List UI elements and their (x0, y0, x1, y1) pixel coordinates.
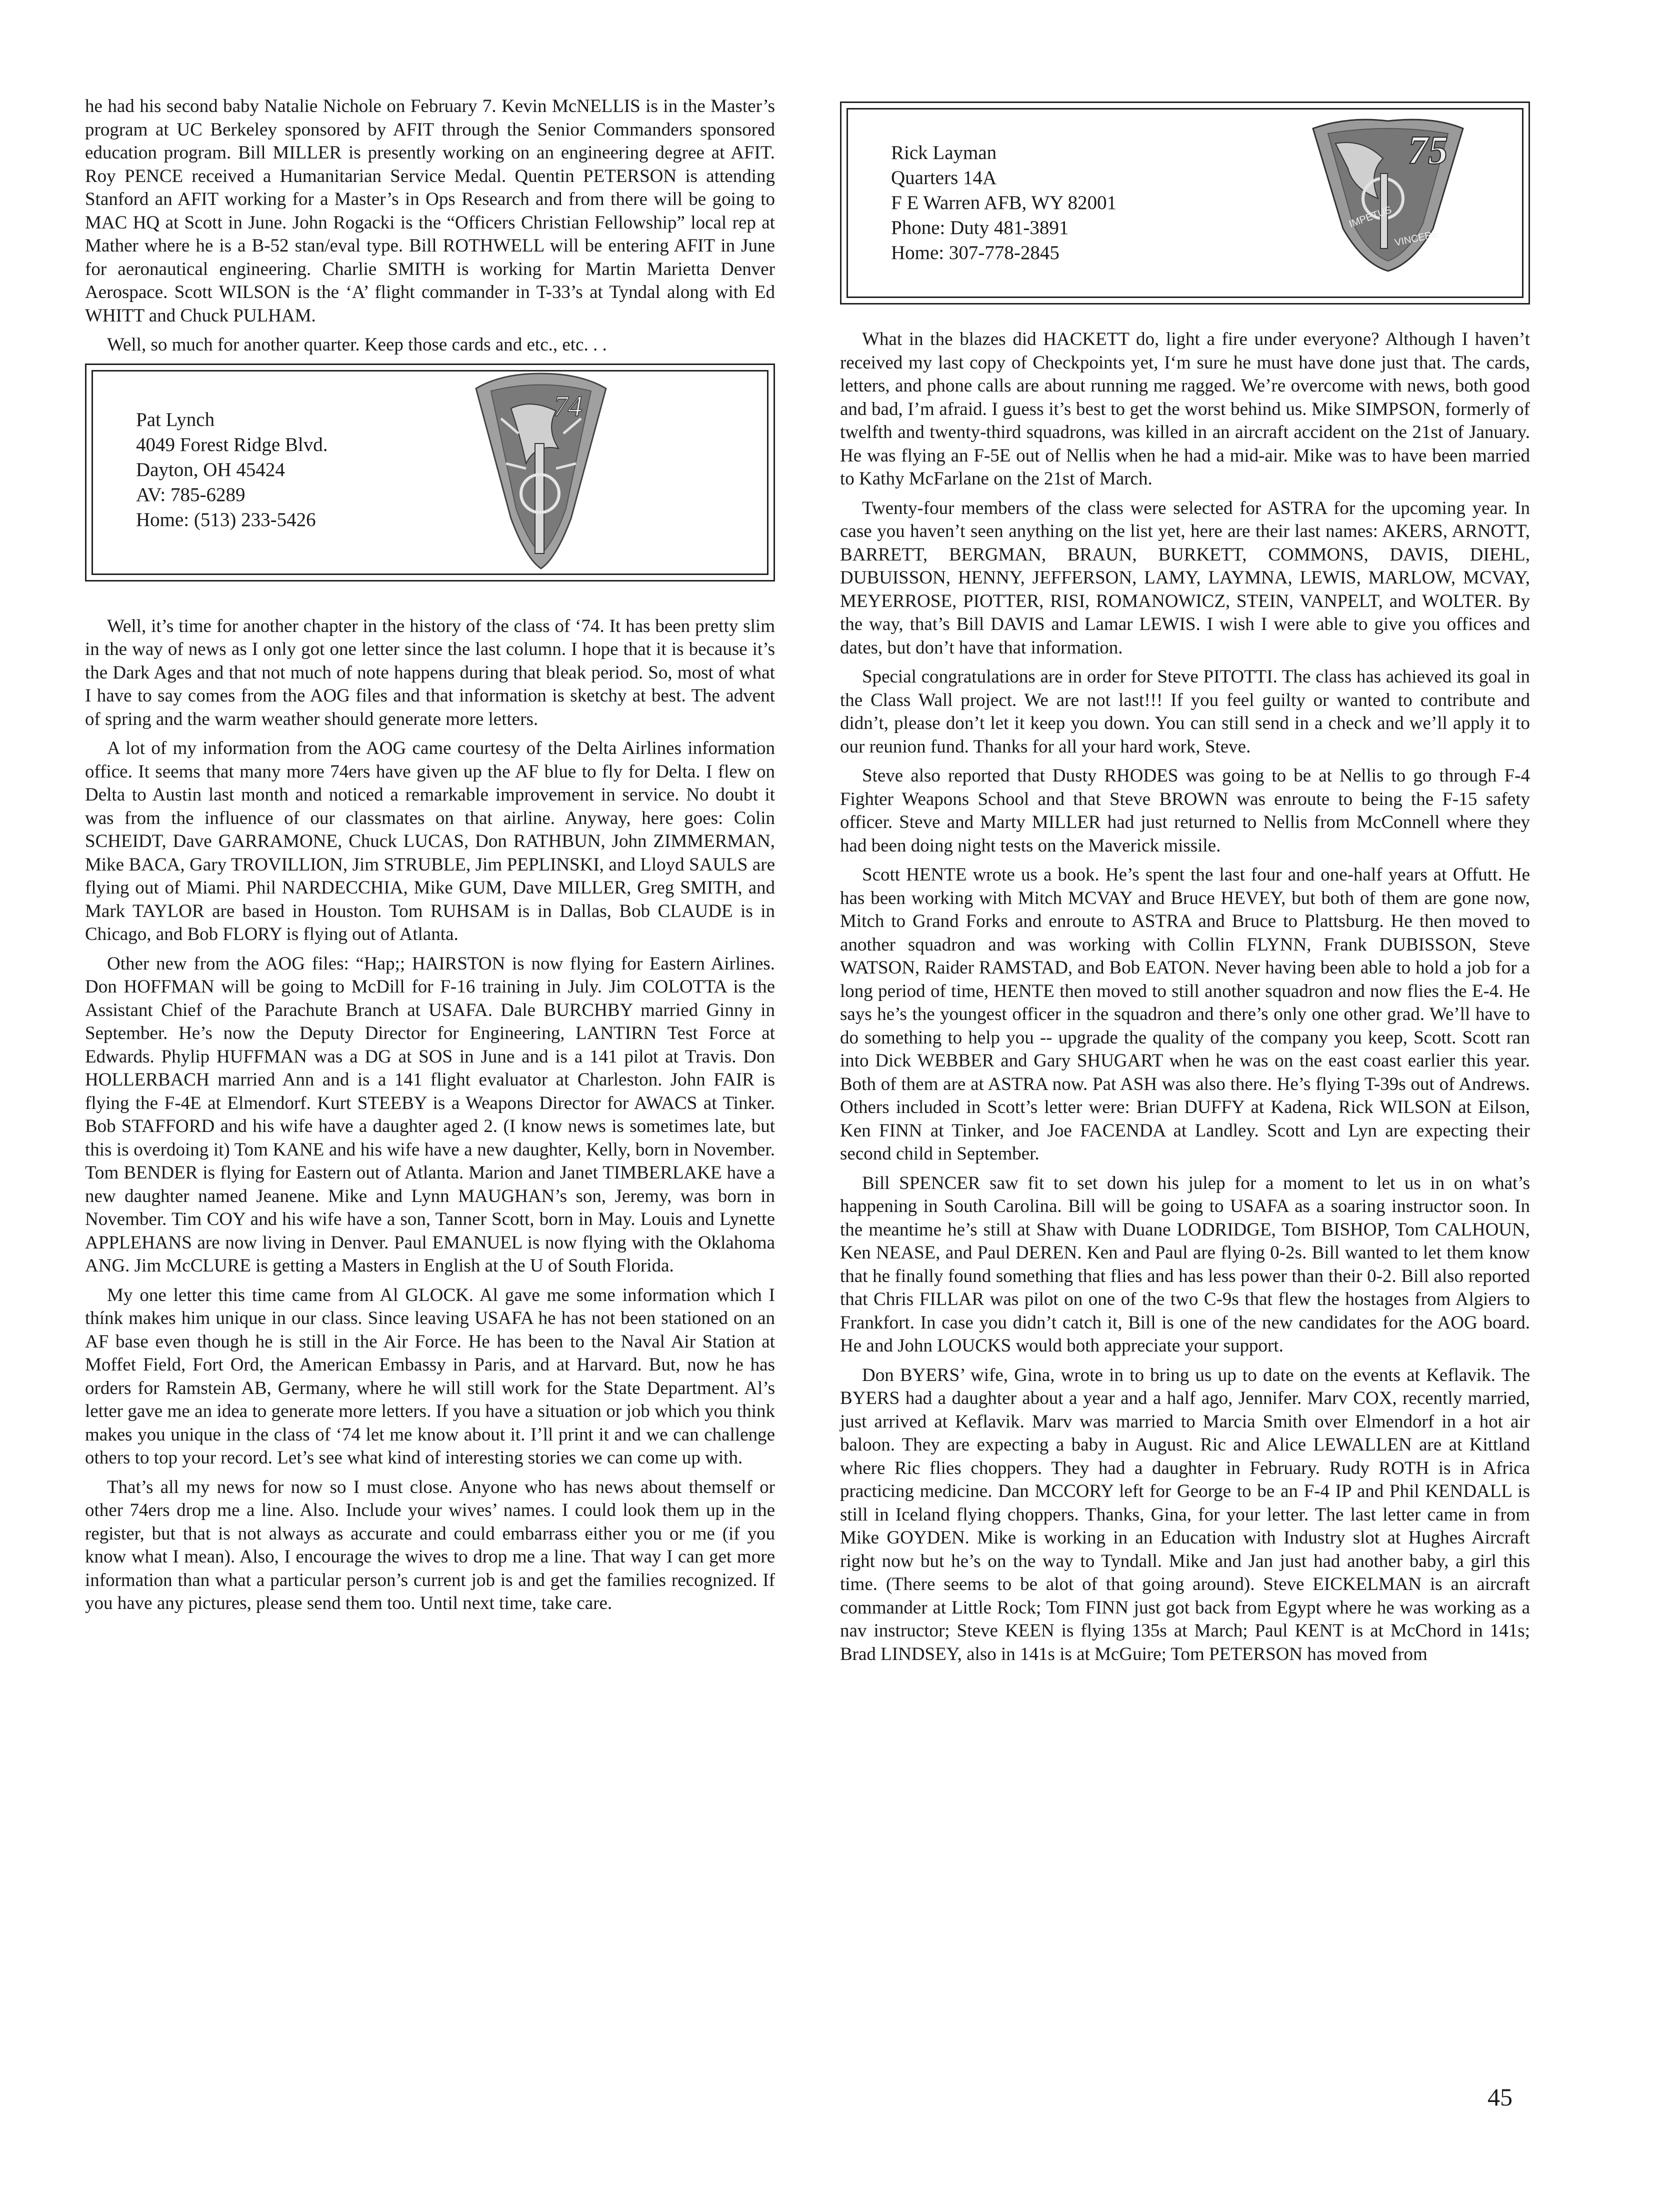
contact-address (93, 372, 767, 532)
contact-home-phone: Home: (513) 233-5426 (136, 508, 316, 530)
paragraph: What in the blazes did HACKETT do, light a fire under everyone? Although I haven’t received my last copy of Checkpoints yet, I‘m sure he must have done just that. The cards, letters, and phone calls are about running me ragged. We’re overcome with news, both good and bad, I’m afraid. I guess it’s best to get the worst behind us. Mike SIMPSON, formerly of twelfth and twenty-third squadrons, was killed in an aircraft accident on the 21st of January. He was flying an F-5E out of Nellis when he had a mid-air. Mike was to have been married to Kathy McFarlane on the 21st of March. (840, 329, 1530, 489)
contact-city: F E Warren AFB, WY 82001 (891, 192, 1117, 214)
contact-street: 4049 Forest Ridge Blvd. (136, 434, 328, 456)
paragraph: Well, it’s time for another chapter in the history of the class of ‘74. It has been pretty slim in the way of news as I only got one letter since the last column. I hope that it is because it’s the Dark Ages and that not much of note happens during that bleak period. So, most of what I have to say comes from the AOG files and that information is sketchy at best. The advent of spring and the warm weather should generate more letters. (85, 616, 775, 730)
right-column (840, 95, 1530, 1672)
class-74-contact-box (92, 370, 768, 575)
crest-motto-1: IMPETUS (1348, 204, 1394, 230)
crest-motto-2: VINCERE (1394, 228, 1440, 248)
crest-year-text: 75 (1408, 128, 1448, 172)
contact-av-phone: AV: 785-6289 (136, 484, 246, 506)
contact-home-phone: Home: 307-778-2845 (891, 242, 1060, 264)
class-75-contact-box (846, 108, 1524, 298)
paragraph: he had his second baby Natalie Nichole on February 7. Kevin McNELLIS is in the Master’s program at UC Berkeley sponsored by AFIT through the Senior Commanders sponsored education program. Bill MILLER is presently working on an engineering degree at AFIT. Roy PENCE received a Humanitarian Service Medal. Quentin PETERSON is attending Stanford an AFIT working for a Master’s in Ops Research and from there will be going to MAC HQ at Scott in June. John Rogacki is the “Officers Christian Fellowship” local rep at Mather where he is a B-52 stan/eval type. Bill ROTHWELL will be entering AFIT in June for aeronautical engineering. Charlie SMITH is working for Martin Marietta Denver Aerospace. Scott WILSON is the ‘A’ flight commander in T-33’s at Tyndal along with Ed WHITT and Chuck PULHAM. (85, 96, 775, 326)
contact-quarters: Quarters 14A (891, 167, 997, 188)
class-74-crest-icon (471, 368, 611, 571)
contact-duty-phone: Phone: Duty 481-3891 (891, 217, 1069, 238)
paragraph: A lot of my information from the AOG came courtesy of the Delta Airlines information office. It seems that many more 74ers have given up the AF blue to fly for Delta. I flew on Delta to Austin last month and noticed a remarkable improvement in service. No doubt it was from the influence of our classmates on that airline. Anyway, here goes: Colin SCHEIDT, Dave GARRAMONE, Chuck LUCAS, Don RATHBUN, John ZIMMERMAN, Mike BACA, Gary TROVILLION, Jim STRUBLE, Jim PEPLINSKI, and Lloyd SAULS are flying out of Miami. Phil NARDECCHIA, Mike GUM, Dave MILLER, Greg SMITH, and Mark TAYLOR are based in Houston. Tom RUHSAM is in Dallas, Bob CLAUDE is in Chicago, and Bob FLORY is flying out of Atlanta. (85, 738, 775, 944)
paragraph: Don BYERS’ wife, Gina, wrote in to bring us up to date on the events at Keflavik. The BYERS had a daughter about a year and a half ago, Jennifer. Marv COX, recently married, just arrived at Keflavik. Marv was married to Marcia Smith over Elmendorf in a hot air baloon. They are expecting a baby in August. Ric and Alice LEWALLEN are at Kittland where Ric flies choppers. They had a daughter in February. Rudy ROTH is in Africa practicing medicine. Dan MCCORY left for George to be an F-4 IP and Phil KENDALL is still in Iceland flying choppers. Thanks, Gina, for your letter. The last letter came in from Mike GOYDEN. Mike is working in an Education with Industry slot at Hughes Aircraft right now but he’s on the way to Tyndall. Mike and Jan just had another baby, a girl this time. (There seems to be alot of that going around). Steve EICKELMAN is an aircraft commander at Little Rock; Tom FINN just got back from Egypt where he was working as a nav instructor; Steve KEEN is flying 135s at March; Paul KENT is at McChord in 141s; Brad LINDSEY, also in 141s is at McGuire; Tom PETERSON has moved from (840, 1364, 1530, 1664)
contact-name: Pat Lynch (136, 408, 215, 430)
paragraph: Twenty-four members of the class were selected for ASTRA for the upcoming year. In case you haven’t seen anything on the list yet, here are their last names: AKERS, ARNOTT, BARRETT, BERGMAN, BRAUN, BURKETT, COMMONS, DAVIS, DIEHL, DUBUISSON, HENNY, JEFFERSON, LAMY, LAYMNA, LEWIS, MARLOW, MCVAY, MEYERROSE, PIOTTER, RISI, ROMANOWICZ, STEIN, VANPELT, and WOLTER. By the way, that’s Bill DAVIS and Lamar LEWIS. I wish I were able to give you offices and dates, but don’t have that information. (840, 498, 1530, 658)
contact-city: Dayton, OH 45424 (136, 458, 285, 480)
contact-name: Rick Layman (891, 142, 997, 164)
paragraph: My one letter this time came from Al GLOCK. Al gave me some information which I thínk makes him unique in our class. Since leaving USAFA he has not been stationed on an AF base even though he is still in the Air Force. He has been to the Naval Air Station at Moffet Field, Fort Ord, the American Embassy in Paris, and at Harvard. But, now he has orders for Ramstein AB, Germany, where he will still work for the State Department. Al’s letter gave me an idea to generate more letters. If you have a situation or job which you think makes you unique in the class of ‘74 let me know about it. I’ll print it and we can challenge others to top your record. Let’s see what kind of interesting stories we can come up with. (85, 1284, 775, 1468)
paragraph: Well, so much for another quarter. Keep those cards and etc., etc. . . (107, 334, 607, 355)
paragraph: That’s all my news for now so I must close. Anyone who has news about themself or other 74ers drop me a line. Also. Include your wives’ names. I could look them up in the register, but that is not always as accurate and could embarrass either you or me (if you know what I mean). Also, I encourage the wives to drop me a line. That way I can get more information than what a particular person’s current job is and get the families recognized. If you have any pictures, please send them too. Until next time, take care. (85, 1476, 775, 1614)
paragraph: Scott HENTE wrote us a book. He’s spent the last four and one-half years at Offutt. He has been working with Mitch MCVAY and Bruce HEVEY, but both of them are gone now, Mitch to Grand Forks and enroute to ASTRA and Bruce to Plattsburg. He then moved to another squadron and was working with Collin FLYNN, Frank DUBISSON, Steve WATSON, Raider RAMSTAD, and Bob EATON. Never having been able to hold a job for a long period of time, HENTE then moved to still another squadron and now flies the E-4. He says he’s the youngest officer in the squadron and there’s only one other grad. We’ll have to do something to help you -- upgrade the quality of the company you keep, Scott. Scott ran into Dick WEBBER and Gary SHUGART when he was on the east coast earlier this year. Both of them are at ASTRA now. Pat ASH was also there. He’s flying T-39s out of Andrews. Others included in Scott’s letter were: Brian DUFFY at Kadena, Rick WILSON at Eilson, Ken FINN at Tinker, and Joe FACENDA at Landley. Scott and Lyn are expecting their second child in September. (840, 864, 1530, 1164)
page-number: 45 (1488, 2083, 1512, 2111)
class-75-crest-icon (1308, 114, 1468, 274)
crest-year-text: 74 (554, 390, 582, 422)
paragraph: Steve also reported that Dusty RHODES was going to be at Nellis to go through F-4 Fighter Weapons School and that Steve BROWN was enroute to being the F-15 safety officer. Steve and Marty MILLER had just returned to Nellis from McConnell where they had been doing night tests on the Maverick missile. (840, 766, 1530, 856)
paragraph: Special congratulations are in order for Steve PITOTTI. The class has achieved its goal in the Class Wall project. We are not last!!! If you feel guilty or wanted to contribute and didn’t, please don’t let it keep you down. You can still send in a check and we’ll apply it to our reunion fund. Thanks for all your hard work, Steve. (840, 666, 1530, 757)
paragraph: Bill SPENCER saw fit to set down his julep for a moment to let us in on what’s happening in South Carolina. Bill will be going to USAFA as a soaring instructor soon. In the meantime he’s still at Shaw with Duane LODRIDGE, Tom BISHOP, Tom CALHOUN, Ken NEASE, and Paul DEREN. Ken and Paul are flying 0-2s. Bill wanted to let them know that he finally found something that flies and has less power than their 0-2. Bill also reported that Chris FILLAR was pilot on one of the two C-9s that flew the hostages from Algiers to Frankfort. In case you didn’t catch it, Bill is one of the new candidates for the AOG board. He and John LOUCKS would both appreciate your support. (840, 1172, 1530, 1356)
left-column (85, 95, 775, 1622)
paragraph: Other new from the AOG files: “Hap;; HAIRSTON is now flying for Eastern Airlines. Don HOFFMAN will be going to McDill for F-16 training in July. Jim COLOTTA is the Assistant Chief of the Parachute Branch at USAFA. Dale BURCHBY married Ginny in September. He’s now the Deputy Director for Engineering, LANTIRN Test Force at Edwards. Phylip HUFFMAN was a DG at SOS in June and is a 141 pilot at Travis. Don HOLLERBACH married Ann and is a 141 flight evaluator at Charleston. John FAIR is flying the F-4E at Elmendorf. Kurt STEEBY is a Weapons Director for AWACS at Tinker. Bob STAFFORD and his wife have a daughter aged 2. (I know news is sometimes late, but this is overdoing it) Tom KANE and his wife have a new daughter, Kelly, born in November. Tom BENDER is flying for Eastern out of Atlanta. Marion and Janet TIMBERLAKE have a new daughter named Jeanene. Mike and Lynn MAUGHAN’s son, Jeremy, was born in November. Tim COY and his wife have a son, Tanner Scott, born in May. Louis and Lynette APPLEHANS are now living in Denver. Paul EMANUEL is now flying with the Oklahoma ANG. Jim McCLURE is getting a Masters in English at the U of South Florida. (85, 953, 775, 1276)
